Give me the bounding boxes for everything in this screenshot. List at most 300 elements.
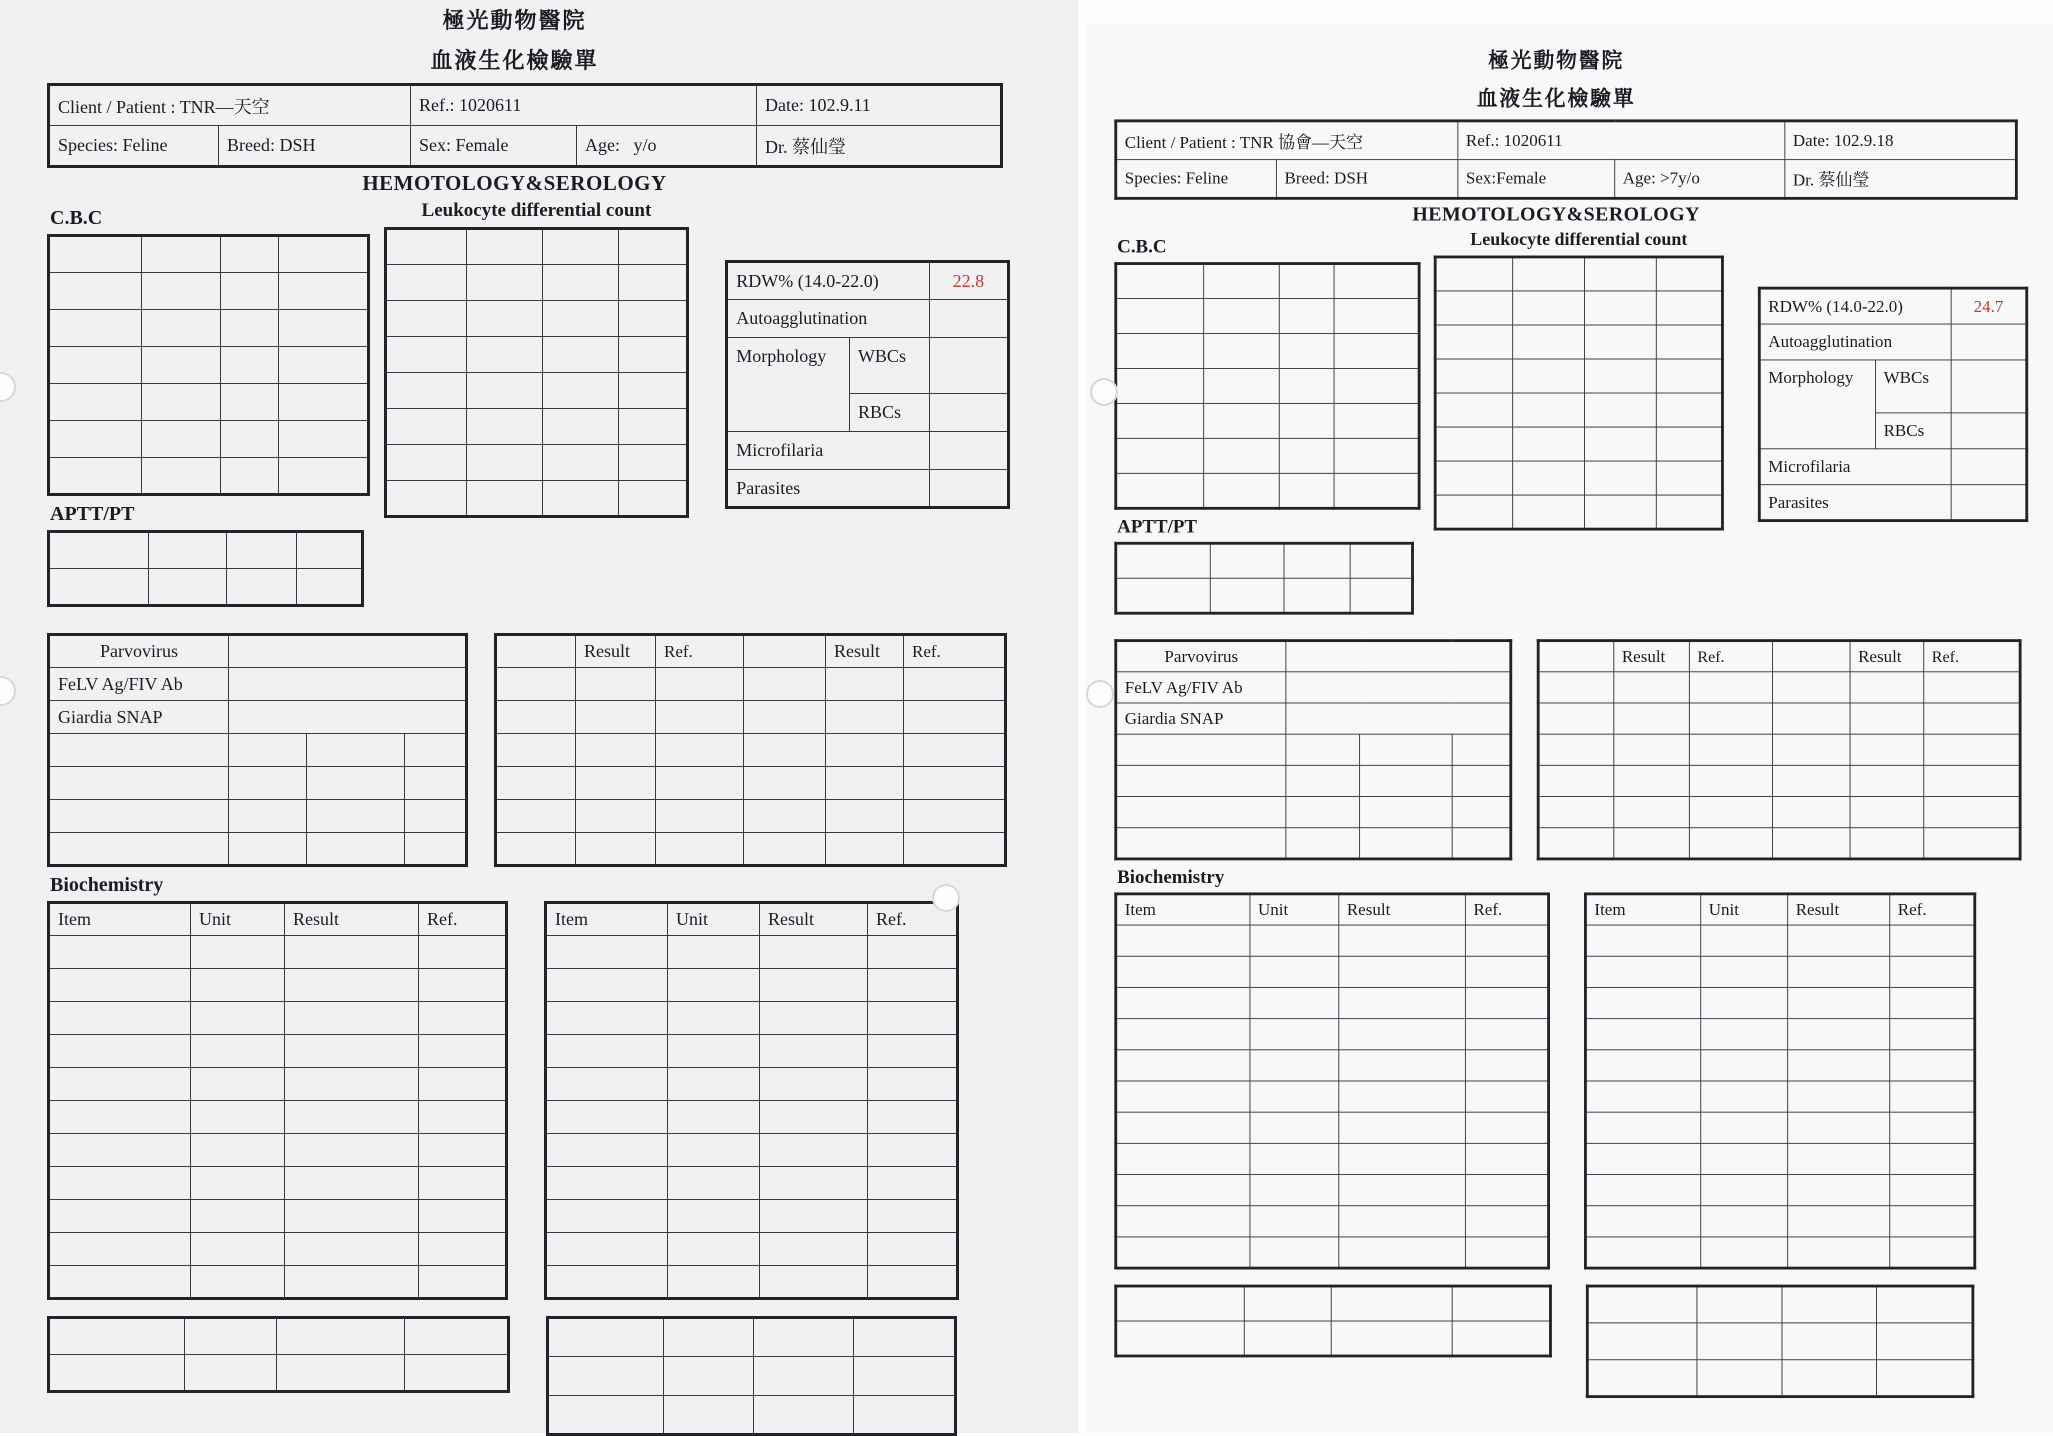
- result-header-cell: Result: [826, 635, 904, 668]
- test-name-cell: [49, 833, 229, 866]
- biochem-row: [546, 1134, 958, 1167]
- result-cell: [227, 569, 297, 606]
- test-name-cell: [1585, 1112, 1700, 1143]
- test-name-cell: [1116, 543, 1211, 578]
- leukocyte-row: [1435, 461, 1722, 495]
- ref-range-cell: [419, 1035, 507, 1068]
- leukocyte-row: [1435, 495, 1722, 529]
- test-name-cell: [1538, 672, 1614, 703]
- result-cell: [826, 734, 904, 767]
- unit-cell: [191, 1134, 285, 1167]
- test-name-cell: [1585, 1206, 1700, 1237]
- unit-cell: [1701, 1143, 1788, 1174]
- test-name-cell: [1587, 1286, 1697, 1323]
- thyroid-electrolyte-row: [47, 1316, 1010, 1436]
- result-cell: [826, 800, 904, 833]
- ref-range-cell: [1656, 325, 1722, 359]
- electrolyte-row: [548, 1396, 956, 1435]
- biochem-row: [1585, 1175, 1974, 1206]
- result-header-cell: Result: [760, 903, 868, 936]
- blood-gas-row: [496, 833, 1006, 866]
- unit-header-cell: Unit: [191, 903, 285, 936]
- leukocyte-row: [385, 373, 688, 409]
- biochem-row: [1116, 925, 1549, 956]
- unit-cell: [1204, 299, 1280, 334]
- electrolyte-row: [1587, 1286, 1973, 1323]
- ref-range-cell: [868, 1134, 958, 1167]
- test-name-cell: [49, 310, 142, 347]
- ref-range-cell: [1924, 672, 2020, 703]
- result-cell: [754, 1318, 854, 1357]
- ref-number-field: Ref.: 1020611: [411, 85, 757, 126]
- result-cell: [1584, 495, 1656, 529]
- test-name-cell: [496, 833, 576, 866]
- unit-cell: [1701, 987, 1788, 1018]
- microfilaria-label-cell: Microfilaria: [727, 432, 929, 470]
- unit-cell: [1250, 987, 1339, 1018]
- item-header-cell: Item: [1585, 894, 1700, 925]
- ref-range-cell: [1465, 1112, 1548, 1143]
- result-cell: [1584, 359, 1656, 393]
- leukocyte-table: [1434, 256, 1724, 531]
- test-name-cell: [1116, 734, 1286, 765]
- biochem-row: [1116, 1206, 1549, 1237]
- sex-field: Sex: Female: [411, 126, 577, 167]
- test-name-cell: [49, 236, 142, 273]
- ref-range-cell: [868, 1266, 958, 1299]
- ref-range-cell: [419, 936, 507, 969]
- biochem-row: [1116, 1237, 1549, 1268]
- result-cell: [1788, 1081, 1890, 1112]
- test-name-cell: [546, 1068, 668, 1101]
- leukocyte-column: [1434, 230, 1724, 531]
- clinic-header: [1114, 45, 1998, 112]
- patient-header-table: [1114, 119, 2017, 199]
- cbc-title: C.B.C: [1117, 236, 1167, 258]
- result-cell: [1339, 925, 1466, 956]
- unit-cell: [1701, 1081, 1788, 1112]
- test-name-cell: [49, 1266, 191, 1299]
- ref-range-cell: [868, 1002, 958, 1035]
- result-cell: [1788, 1050, 1890, 1081]
- unit-cell: [467, 445, 543, 481]
- ref-range-cell: [656, 701, 744, 734]
- felv-fiv-result-cell: [1286, 672, 1511, 703]
- test-name-cell: [496, 701, 576, 734]
- unit-cell: [1250, 1206, 1339, 1237]
- blood-gas-row: [1538, 765, 2020, 796]
- test-name-cell: [1585, 1175, 1700, 1206]
- blood-gas-header-row: [1538, 641, 2020, 672]
- ref-range-cell: [1656, 291, 1722, 325]
- test-name-cell: [49, 1101, 191, 1134]
- test-name-cell: [546, 1134, 668, 1167]
- unit-cell: [467, 229, 543, 265]
- ref-range-cell: [618, 301, 688, 337]
- ref-range-cell: [1890, 956, 1975, 987]
- test-name-cell: [49, 734, 229, 767]
- test-name-cell: [49, 1233, 191, 1266]
- result-cell: [1279, 299, 1334, 334]
- breed-field: Breed: DSH: [219, 126, 411, 167]
- unit-cell: [191, 1200, 285, 1233]
- result-cell: [826, 833, 904, 866]
- biochem-row: [546, 1068, 958, 1101]
- unit-cell: [467, 409, 543, 445]
- ref-range-cell: [868, 1101, 958, 1134]
- ref-range-cell: [419, 1134, 507, 1167]
- test-name-cell: [744, 701, 826, 734]
- biochem-row: [49, 1167, 507, 1200]
- biochemistry-table-1: [47, 901, 508, 1300]
- result-cell: [285, 969, 419, 1002]
- unit-cell: [185, 1355, 277, 1392]
- ref-range-cell: [1890, 1050, 1975, 1081]
- result-cell: [542, 301, 618, 337]
- unit-cell: [191, 1167, 285, 1200]
- result-cell: [221, 384, 279, 421]
- result-cell: [1360, 765, 1453, 796]
- result-cell: [285, 1101, 419, 1134]
- unit-cell: [141, 347, 221, 384]
- ref-range-cell: [1924, 703, 2020, 734]
- biochem-row: [1585, 1050, 1974, 1081]
- result-cell: [221, 421, 279, 458]
- unit-cell: [668, 1134, 760, 1167]
- ref-range-cell: [1924, 765, 2020, 796]
- ref-number-field: Ref.: 1020611: [1458, 121, 1785, 160]
- ref-range-cell: [1890, 987, 1975, 1018]
- bile-ammonia-row: [49, 833, 467, 866]
- leukocyte-column: [384, 200, 690, 518]
- result-cell: [1614, 797, 1690, 828]
- ref-range-cell: [1890, 925, 1975, 956]
- ref-range-cell: [1656, 257, 1722, 291]
- biochem-row: [1116, 1175, 1549, 1206]
- test-name-cell: [546, 1200, 668, 1233]
- bile-ammonia-row: [49, 734, 467, 767]
- unit-cell: [1697, 1360, 1782, 1397]
- rdw-column: [725, 260, 1010, 509]
- unit-cell: [467, 265, 543, 301]
- blood-gas-row: [496, 701, 1006, 734]
- result-cell: [1279, 473, 1334, 508]
- test-name-cell: [546, 1233, 668, 1266]
- unit-cell: [191, 1233, 285, 1266]
- ref-range-cell: [1689, 828, 1772, 859]
- serology-bloodgas-row: [47, 633, 1010, 867]
- result-cell: [221, 273, 279, 310]
- result-cell: [576, 668, 656, 701]
- page-body: [0, 0, 1010, 1436]
- cbc-row: [49, 273, 369, 310]
- biochem-row: [546, 1035, 958, 1068]
- felv-fiv-label-cell: FeLV Ag/FIV Ab: [49, 668, 229, 701]
- morphology-rbcs-cell: RBCs: [1876, 413, 1952, 449]
- serology-table: [47, 633, 468, 867]
- ref-range-cell: [904, 767, 1006, 800]
- unit-cell: [1697, 1323, 1782, 1360]
- result-header-cell: Result: [1614, 641, 1690, 672]
- result-cell: [307, 734, 405, 767]
- test-name-cell: [1585, 1081, 1700, 1112]
- biochem-row: [1585, 956, 1974, 987]
- ref-range-cell: [1924, 828, 2020, 859]
- result-cell: [1584, 291, 1656, 325]
- result-cell: [221, 310, 279, 347]
- ref-range-cell: [1656, 393, 1722, 427]
- ref-range-cell: [618, 229, 688, 265]
- test-name-cell: [1773, 797, 1850, 828]
- test-name-cell: [1538, 797, 1614, 828]
- test-name-cell: [49, 1167, 191, 1200]
- morphology-rbcs-value-cell: [929, 394, 1008, 432]
- result-cell: [1339, 1206, 1466, 1237]
- ref-range-cell: [1890, 1112, 1975, 1143]
- result-cell: [542, 445, 618, 481]
- biochem-row: [1116, 956, 1549, 987]
- rdw-row: [727, 262, 1009, 300]
- unit-cell: [1701, 1019, 1788, 1050]
- result-cell: [1339, 1143, 1466, 1174]
- test-name-cell: [1435, 257, 1512, 291]
- biochem-row: [546, 1266, 958, 1299]
- ref-range-cell: [1689, 703, 1772, 734]
- result-cell: [1788, 956, 1890, 987]
- biochem-row: [1116, 1143, 1549, 1174]
- parasites-value-cell: [929, 470, 1008, 508]
- result-cell: [760, 1200, 868, 1233]
- aptt-row: [1116, 578, 1413, 613]
- cbc-row: [49, 458, 369, 495]
- unit-cell: [191, 1002, 285, 1035]
- result-cell: [576, 800, 656, 833]
- test-name-cell: [1116, 925, 1250, 956]
- result-cell: [1284, 543, 1350, 578]
- result-cell: [285, 1002, 419, 1035]
- header-row-1: [1116, 121, 2017, 160]
- unit-cell: [191, 936, 285, 969]
- bile-ammonia-row: [49, 800, 467, 833]
- test-name-cell: [1116, 1143, 1250, 1174]
- test-name-cell: [49, 347, 142, 384]
- unit-cell: [1250, 1081, 1339, 1112]
- microfilaria-row: [727, 432, 1009, 470]
- biochemistry-title: Biochemistry: [1117, 866, 1225, 888]
- microfilaria-label-cell: Microfilaria: [1759, 449, 1951, 485]
- felv-fiv-result-cell: [229, 668, 467, 701]
- ref-range-cell: [419, 1200, 507, 1233]
- cbc-row: [1116, 333, 1419, 368]
- doctor-field: Dr. 蔡仙瑩: [757, 126, 1002, 167]
- ref-range-cell: [1465, 925, 1548, 956]
- test-name-cell: [49, 1318, 185, 1355]
- cbc-row: [49, 421, 369, 458]
- biochem-header-row: [49, 903, 507, 936]
- test-name-cell: [546, 936, 668, 969]
- unit-cell: [1250, 1237, 1339, 1268]
- parasites-row: [1759, 485, 2026, 521]
- leukocyte-row: [1435, 325, 1722, 359]
- ref-header-cell: Ref.: [1689, 641, 1772, 672]
- ref-range-cell: [854, 1318, 956, 1357]
- biochemistry-title: Biochemistry: [50, 874, 164, 896]
- aptt-pt-table: [47, 530, 364, 607]
- tt4-row: [1116, 1321, 1551, 1356]
- biochem-row: [546, 936, 958, 969]
- test-name-cell: [1435, 291, 1512, 325]
- test-name-cell: [496, 767, 576, 800]
- ref-range-cell: [1689, 765, 1772, 796]
- biochem-row: [49, 1002, 507, 1035]
- unit-cell: [1513, 291, 1585, 325]
- test-name-cell: [49, 800, 229, 833]
- bile-ammonia-row: [1116, 797, 1511, 828]
- serology-bloodgas-row: [1114, 639, 2040, 860]
- unit-cell: [1250, 1050, 1339, 1081]
- result-cell: [1614, 828, 1690, 859]
- unit-cell: [668, 969, 760, 1002]
- test-name-cell: [744, 833, 826, 866]
- test-name-cell: [546, 969, 668, 1002]
- result-cell: [1850, 828, 1924, 859]
- blood-gas-row: [496, 800, 1006, 833]
- morphology-rbcs-value-cell: [1951, 413, 2027, 449]
- ref-range-cell: [868, 1167, 958, 1200]
- test-name-cell: [1116, 1175, 1250, 1206]
- cbc-row: [49, 347, 369, 384]
- header-row-2: [1116, 160, 2017, 199]
- ref-range-cell: [1452, 828, 1511, 859]
- ref-range-cell: [1890, 1206, 1975, 1237]
- biochem-row: [49, 1200, 507, 1233]
- biochem-row: [1585, 1237, 1974, 1268]
- date-field: Date: 102.9.18: [1785, 121, 2017, 160]
- result-cell: [277, 1318, 405, 1355]
- test-name-cell: [1435, 461, 1512, 495]
- unit-cell: [1210, 578, 1284, 613]
- blank-cell: [1538, 641, 1614, 672]
- unit-cell: [1204, 264, 1280, 299]
- parasites-row: [727, 470, 1009, 508]
- result-cell: [1339, 1050, 1466, 1081]
- ref-range-cell: [1689, 672, 1772, 703]
- ref-range-cell: [419, 969, 507, 1002]
- test-name-cell: [1116, 797, 1286, 828]
- parvovirus-row: [1116, 641, 1511, 672]
- ref-range-cell: [1452, 734, 1511, 765]
- ref-range-cell: [419, 1101, 507, 1134]
- blood-gas-table: [494, 633, 1007, 867]
- biochem-row: [546, 1233, 958, 1266]
- morphology-wbcs-row: [727, 338, 1009, 394]
- breed-field: Breed: DSH: [1276, 160, 1457, 199]
- unit-cell: [668, 1233, 760, 1266]
- tt4-table: [1114, 1285, 1552, 1358]
- aptt-title: APTT/PT: [50, 503, 135, 525]
- result-cell: [760, 1134, 868, 1167]
- result-cell: [760, 1167, 868, 1200]
- sex-field: Sex:Female: [1458, 160, 1615, 199]
- ref-range-cell: [618, 337, 688, 373]
- ref-range-cell: [278, 458, 368, 495]
- unit-cell: [141, 384, 221, 421]
- result-cell: [542, 373, 618, 409]
- result-cell: [826, 668, 904, 701]
- test-name-cell: [385, 409, 467, 445]
- test-name-cell: [1585, 956, 1700, 987]
- unit-cell: [1204, 473, 1280, 508]
- result-cell: [285, 936, 419, 969]
- result-cell: [1331, 1286, 1452, 1321]
- test-name-cell: [1585, 1019, 1700, 1050]
- test-name-cell: [1435, 495, 1512, 529]
- test-name-cell: [1773, 672, 1850, 703]
- test-name-cell: [1116, 264, 1204, 299]
- ref-range-cell: [618, 265, 688, 301]
- ref-range-cell: [618, 445, 688, 481]
- patient-header-table: [47, 83, 1003, 168]
- biochem-row: [49, 1266, 507, 1299]
- ref-range-cell: [419, 1002, 507, 1035]
- rdw-morphology-table: [725, 260, 1010, 509]
- result-cell: [285, 1068, 419, 1101]
- unit-cell: [1513, 359, 1585, 393]
- ref-range-cell: [278, 273, 368, 310]
- result-cell: [1584, 325, 1656, 359]
- result-cell: [1788, 1019, 1890, 1050]
- unit-cell: [668, 1266, 760, 1299]
- ref-range-cell: [419, 1068, 507, 1101]
- result-cell: [576, 833, 656, 866]
- unit-cell: [1513, 325, 1585, 359]
- unit-cell: [467, 481, 543, 517]
- unit-header-cell: Unit: [1250, 894, 1339, 925]
- test-name-cell: [1587, 1360, 1697, 1397]
- electrolyte-row: [1587, 1323, 1973, 1360]
- giardia-row: [49, 701, 467, 734]
- unit-cell: [1250, 925, 1339, 956]
- leukocyte-table: [384, 227, 690, 518]
- unit-cell: [1513, 495, 1585, 529]
- unit-cell: [1204, 368, 1280, 403]
- result-cell: [1788, 1112, 1890, 1143]
- result-cell: [1339, 987, 1466, 1018]
- result-cell: [760, 1266, 868, 1299]
- ref-range-cell: [1334, 264, 1419, 299]
- ref-range-cell: [868, 969, 958, 1002]
- test-name-cell: [744, 767, 826, 800]
- hematology-row: [1114, 230, 2040, 615]
- unit-cell: [1204, 333, 1280, 368]
- unit-cell: [149, 532, 227, 569]
- unit-cell: [1210, 543, 1284, 578]
- result-cell: [1788, 1143, 1890, 1174]
- unit-cell: [1286, 828, 1360, 859]
- test-name-cell: [49, 969, 191, 1002]
- blood-gas-row: [1538, 797, 2020, 828]
- result-cell: [1788, 987, 1890, 1018]
- test-name-cell: [1116, 765, 1286, 796]
- result-cell: [1360, 828, 1453, 859]
- biochem-row: [49, 1035, 507, 1068]
- electrolyte-table: [1586, 1285, 1974, 1398]
- ref-range-cell: [405, 1318, 509, 1355]
- result-cell: [1850, 703, 1924, 734]
- test-name-cell: [49, 384, 142, 421]
- leukocyte-title: Leukocyte differential count: [421, 200, 652, 221]
- result-cell: [1850, 765, 1924, 796]
